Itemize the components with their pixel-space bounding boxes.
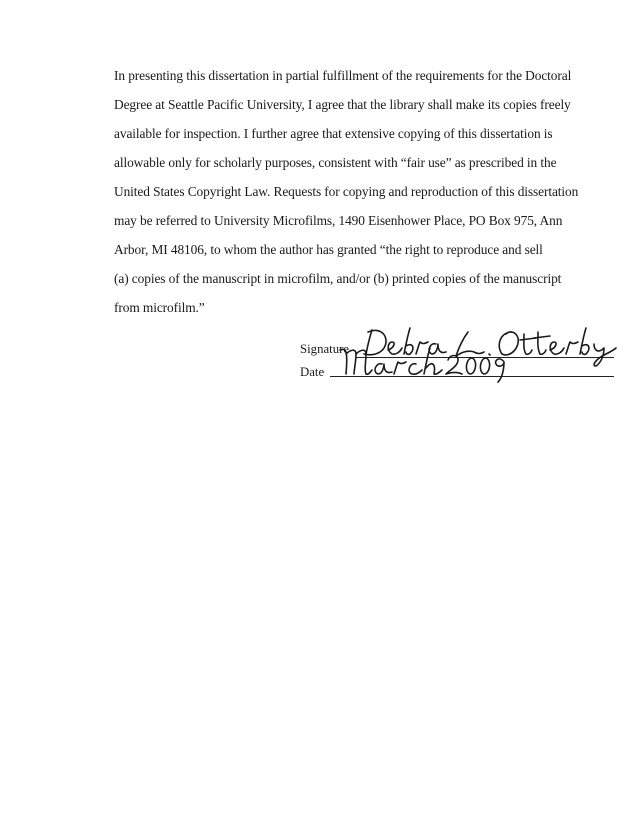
signature-label: Signature	[300, 342, 350, 356]
date-label: Date	[300, 365, 325, 379]
paragraph-line: United States Copyright Law. Requests for copying and reproduction of this dissertation	[114, 184, 579, 199]
paragraph-line: Arbor, MI 48106, to whom the author has granted “the right to reproduce and sell	[114, 242, 543, 257]
paragraph-line: from microfilm.”	[114, 300, 205, 315]
paragraph-line: may be referred to University Microfilms, 1490 Eisenhower Place, PO Box 975, Ann	[114, 213, 563, 228]
date-row	[300, 360, 620, 400]
paragraph-line: available for inspection. I further agree that extensive copying of this dissertation is	[114, 126, 553, 141]
paragraph-line: (a) copies of the manuscript in microfilm, and/or (b) printed copies of the manuscript	[114, 271, 562, 286]
paragraph-line: In presenting this dissertation in partial fulfillment of the requirements for the Doctoral	[114, 68, 572, 83]
handwritten-date	[336, 344, 516, 384]
paragraph-line: allowable only for scholarly purposes, consistent with “fair use” as prescribed in the	[114, 155, 557, 170]
paragraph-line: Degree at Seattle Pacific University, I agree that the library shall make its copies freely	[114, 97, 571, 112]
permission-paragraph	[0, 0, 638, 330]
